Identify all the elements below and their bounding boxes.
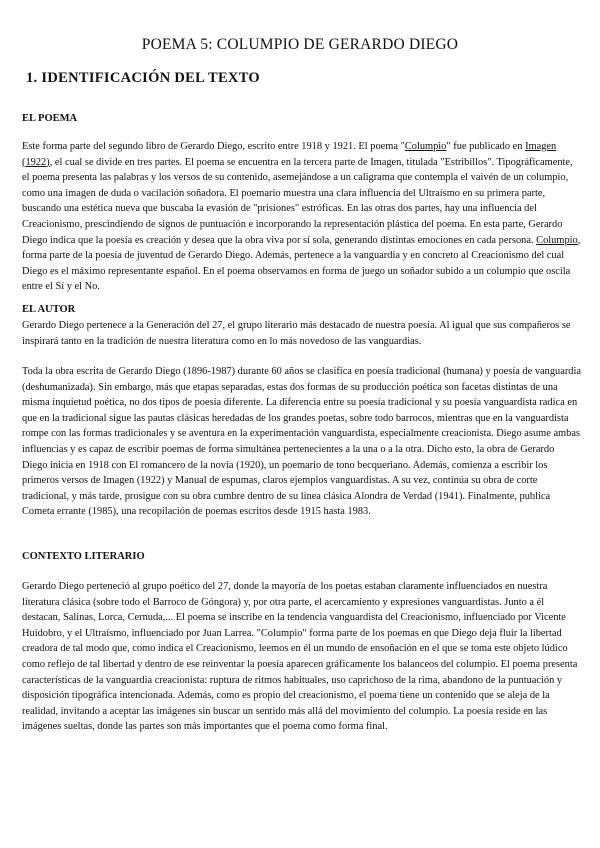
- autor-heading: EL AUTOR: [22, 304, 76, 315]
- columpio-link[interactable]: Columpio: [404, 141, 447, 152]
- poema-heading: EL POEMA: [22, 113, 78, 124]
- poema-text-a: Este forma parte del segundo libro de Gerardo Diego, escrito entre 1918 y 1921. El poema ": [22, 141, 405, 152]
- contexto-heading: CONTEXTO LITERARIO: [22, 551, 145, 562]
- section-heading: 1. IDENTIFICACIÓN DEL TEXTO: [26, 70, 260, 86]
- autor-paragraph-1: Gerardo Diego pertenece a la Generación del 27, el grupo literario más destacado de nuestra poesía. Al igual que sus compañeros se inspirará tanto en la tradición de nuestra literatura como en lo más novedoso de las vanguardias.: [22, 320, 571, 347]
- poema-text-b: " fue publicado en: [446, 141, 526, 152]
- poema-text-c: , el cual se divide en tres partes. El poema se encuentra en la tercera parte de Imagen, titulada "Estribillos". Tipográficamente, el poema presenta las palabras y los versos de su contenido, asemejándose a un caligrama que contempla el vaivén de un columpio, como una imagen de duda o vacilación soñadora. El poemario muestra una clara influencia del Ultraísmo en su primera parte, buscando una estética nueva que buscaba la evasión de "prisiones" estróficas. En las otras dos partes, hay una influencia del Creacionismo, prescindiendo de signos de puntuación e incorporando la representación plástica del poema. En esta parte, Gerardo Diego indica que la poesía es creación y desea que la obra viva por sí sola, generando distintas emociones en cada persona.: [22, 156, 573, 246]
- poema-paragraph: [22, 139, 582, 295]
- page-title: POEMA 5: COLUMPIO DE GERARDO DIEGO: [141, 36, 459, 53]
- poema-text-d: , forma parte de la poesía de juventud de Gerardo Diego. Además, pertenece a la vanguardia y en concreto al Creacionismo del cual Diego es el máximo representante español. En el poema observamos en forma de juego un soñador subido a un columpio que oscila entre el Sí y el No.: [22, 234, 581, 293]
- autor-paragraph-2: Toda la obra escrita de Gerardo Diego (1896-1987) durante 60 años se clasifica en poesía tradicional (humana) y poesía de vanguardia (deshumanizada). Sin embargo, más que etapas separadas, estas dos formas de su producción poética son facetas distintas de una misma inquietud poética, no dos tipos de poesía diferente. La diferencia entre su poesía tradicional y su poesía vanguardista radica en que en la tradicional sigue las pautas clásicas heredadas de los grandes poetas, sobre todo barrocos, mientras que en la vanguardista rompe con las formas tradicionales y se aventura en la experimentación vanguardista, especialmente creacionista. Diego asume ambas influencias y es capaz de escribir poemas de forma simultánea pertenecientes a la una o a la otra. Dicho esto, la obra de Gerardo Diego inicia en 1918 con El romancero de la novia (1920), un poemario de tono becqueriano. Además, comienza a escribir los primeros versos de Imagen (1922) y Manual de espumas, claros ejemplos vanguardistas. A su vez, continúa su obra de corte tradicional, y más tarde, prosigue con su obra cumbre dentro de su línea clásica Alondra de Verdad (1941). Finalmente, publica Cometa errante (1985), una recopilación de poemas escritos desde 1915 hasta 1983.: [22, 366, 581, 518]
- imagen-link[interactable]: Imagen (1922): [22, 141, 557, 168]
- contexto-paragraph: Gerardo Diego perteneció al grupo poético del 27, donde la mayoría de los poetas estaban claramente influenciados en nuestra literatura clásica (sobre todo el Barroco de Góngora) y, por otra parte, el acercamiento y expresiones vanguardistas. Junto a él destacan, Salinas, Lorca, Cernuda,... El poema se inscribe en la tendencia vanguardista del Creacionismo, influenciado por Vicente Huidobro, y el Ultraísmo, influenciado por Juan Larrea. "Columpio" forma parte de los poemas en que Diego deja fluir la libertad creadora de tal modo que, como indica el Creacionismo, leemos en él un mundo de ensoñación en el que se toma este objeto lúdico como reflejo de tal libertad y dentro de ese reinventar la poesía aparecen gráficamente los balanceos del columpio. El poema presenta características de la vanguardia creacionista: ruptura de ritmos habituales, uso caprichoso de la rima, abandono de la puntuación y disposición tipográfica intencionada. Además, como es propio del creacionismo, el poema tiene un contenido que se aleja de la realidad, invitando a aceptar las imágenes sin buscar un sentido más allá del movimiento del columpio. La poesía reside en las imágenes sueltas, donde las partes son más importantes que el poema como forma final.: [22, 581, 578, 733]
- columpio-link-2[interactable]: Columpio: [536, 234, 578, 246]
